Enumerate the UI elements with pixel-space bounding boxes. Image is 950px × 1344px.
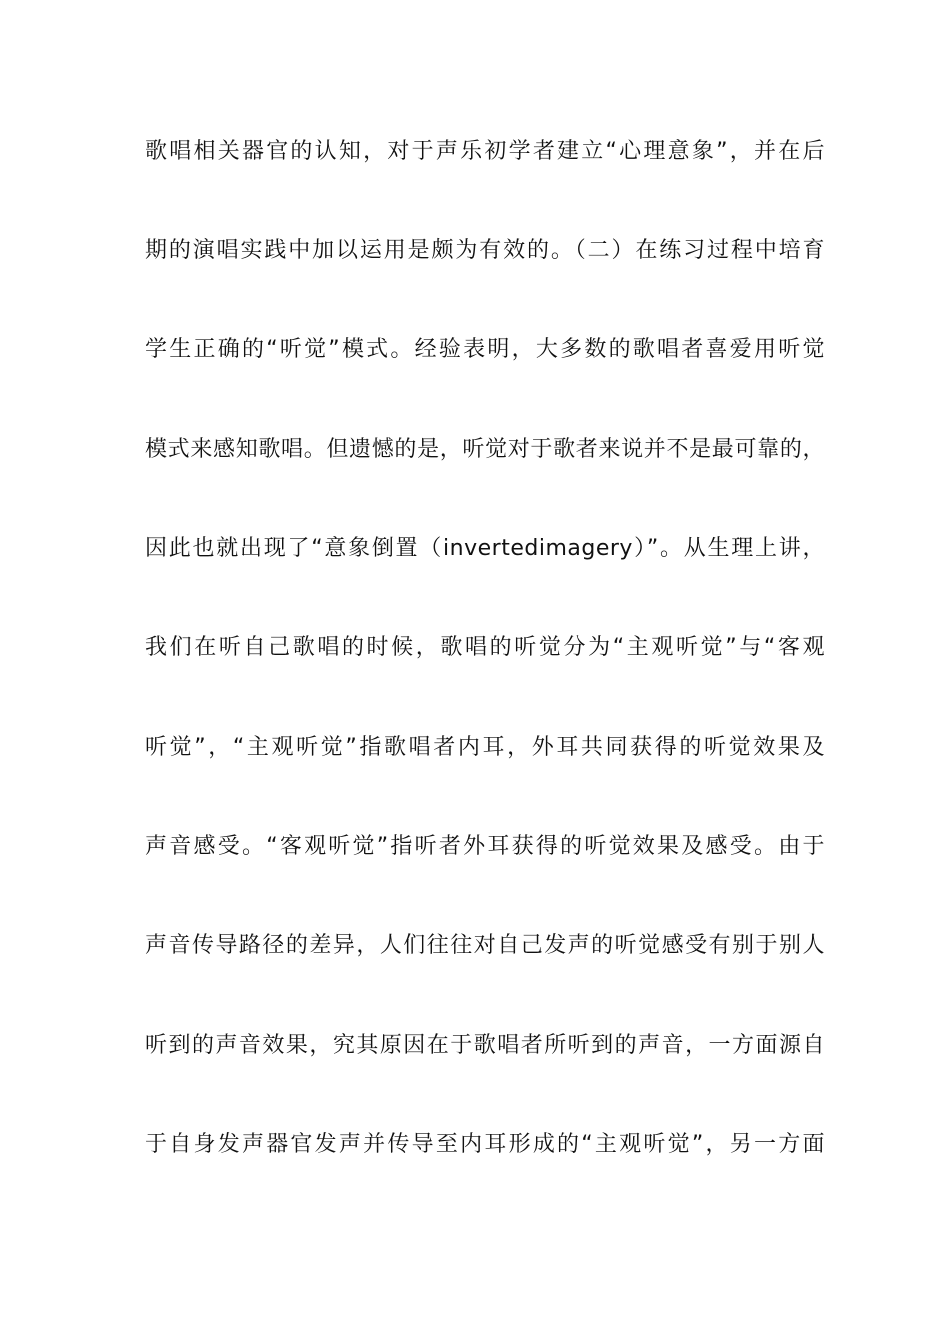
paragraph-line: 我们在听自己歌唱的时候，歌唱的听觉分为“主观听觉”与“客观 (145, 635, 825, 660)
paragraph-line: 期的演唱实践中加以运用是颇为有效的。（二）在练习过程中培育 (145, 238, 825, 263)
paragraph-line: 声音传导路径的差异，人们往往对自己发声的听觉感受有别于别人 (145, 933, 825, 958)
paragraph-line: 听觉”，“主观听觉”指歌唱者内耳，外耳共同获得的听觉效果及 (145, 735, 825, 760)
paragraph-line: 因此也就出现了“意象倒置（invertedimagery）”。从生理上讲， (145, 536, 825, 561)
paragraph-line: 学生正确的“听觉”模式。经验表明，大多数的歌唱者喜爱用听觉 (145, 337, 825, 362)
paragraph-line: 歌唱相关器官的认知，对于声乐初学者建立“心理意象”，并在后 (145, 139, 825, 164)
paragraph-line: 于自身发声器官发声并传导至内耳形成的“主观听觉”，另一方面 (145, 1132, 825, 1157)
paragraph-line: 声音感受。“客观听觉”指听者外耳获得的听觉效果及感受。由于 (145, 834, 825, 859)
paragraph-line: 听到的声音效果，究其原因在于歌唱者所听到的声音，一方面源自 (145, 1033, 825, 1058)
paragraph-line: 模式来感知歌唱。但遗憾的是，听觉对于歌者来说并不是最可靠的， (145, 437, 825, 462)
